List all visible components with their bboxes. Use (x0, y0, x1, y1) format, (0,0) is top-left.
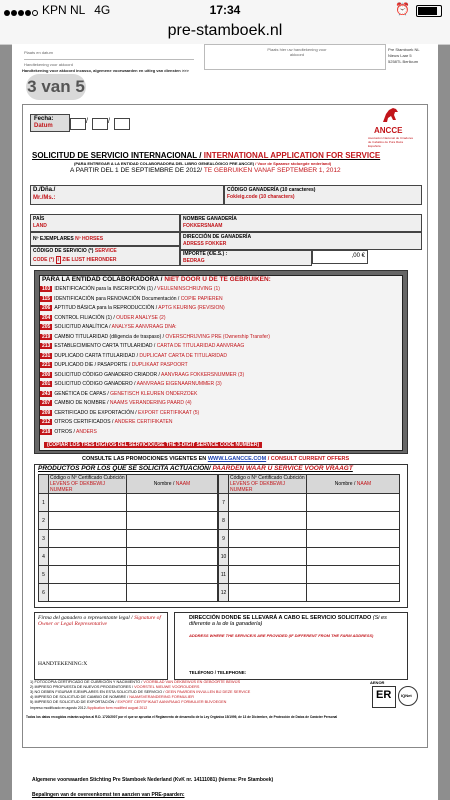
row-number: 6 (39, 584, 49, 602)
service-label-es: APTITUD BÁSICA para la REPRODUCCIÓN / (54, 305, 158, 311)
service-label-nl: NAAMS VERANDERING PAARD (4) (109, 400, 192, 406)
service-row (40, 324, 177, 330)
lgancce-link[interactable]: WWW.LGANCCE.COM (207, 456, 267, 462)
top-sign-box (204, 44, 386, 70)
consulte-nl: / CONSULT CURRENT OFFERS (267, 456, 350, 462)
info-icon: i (57, 257, 59, 263)
footnote-es: FOTOCOPIA CERTIFICADO DE CUBRICIÓN Y NACIMIENTO / (34, 680, 143, 684)
service-label: SERVICE (94, 248, 117, 254)
address-bar[interactable] (0, 20, 450, 45)
products-title-es: PRODUCTOS POR LOS QUE SE SOLICITA ACTUACIÓN/ (38, 465, 211, 472)
code-cell[interactable] (49, 548, 127, 566)
dir-sub: (Si es diferente a la de la ganadería) (189, 615, 387, 627)
bedrag-label: BEDRAG (183, 258, 205, 264)
impreso-nl: Application form modified august 2012 (87, 706, 148, 710)
fecha-month-field[interactable] (92, 118, 108, 130)
service-label-es: CAMBIO DE NOMBRE / (54, 400, 109, 406)
service-label-es: IDENTIFICACIÓN para RENOVACIÓN Documentación / (54, 295, 180, 302)
service-row (40, 334, 270, 340)
code-cell[interactable] (49, 584, 127, 602)
mr-label: Mr./Ms.: (33, 195, 56, 201)
footnote (30, 690, 250, 694)
importe-label: IMPORTE (€/E.S.) : (183, 251, 228, 257)
services-header-es: PARA LA ENTIDAD COLABORADORA / (42, 276, 163, 283)
top-notice: Handtekening voor akkoord incasso, algemene voorwaarden en uitleg van diensten >>> (22, 68, 189, 73)
name-cell[interactable] (307, 566, 400, 584)
footnote-num: 2) (30, 685, 34, 689)
date-nl: TE GEBRUIKEN VANAF SEPTEMBER 1, 2012 (203, 167, 341, 174)
iqnet-text: IQNet (401, 693, 412, 698)
horses-count-field[interactable] (30, 232, 180, 246)
service-code: 201 (42, 381, 51, 387)
services-header-nl: NIET DOOR U DE TE GEBRUIKEN: (164, 276, 271, 283)
service-code: 218 (42, 428, 51, 435)
service-code: 209 (42, 409, 51, 416)
document-page[interactable] (12, 44, 438, 800)
code-cell[interactable] (229, 512, 307, 530)
service-label-es: SOLICITUD CÓDIGO GANADERO / (54, 381, 136, 387)
firma-nl: Signature of Owner or Legal Representative (38, 615, 161, 627)
consult-offers-line (82, 456, 349, 462)
table-row (39, 548, 218, 566)
title-nl: INTERNATIONAL APPLICATION FOR SERVICE (203, 151, 381, 160)
footnote-num: 5) (30, 700, 34, 704)
products-table-left (38, 474, 218, 602)
ancce-horse-icon (380, 106, 402, 124)
service-code: 219 (42, 333, 51, 340)
service-code: 205 (42, 324, 51, 330)
row-number: 12 (219, 584, 229, 602)
top-address-1: Pre Stamboek NL (388, 47, 420, 52)
service-label-nl: DUPLICAAT CARTA DE TITULARIDAD (139, 352, 227, 359)
alarm-icon: ⏰ (395, 2, 410, 16)
service-label-nl: GENETISCH KLEUREN ONDERZOEK (110, 390, 198, 397)
ejemplares-label: Nº EJEMPLARES (33, 236, 74, 242)
service-label-nl: AANVRAAG EIGENAARNUMMER (3) (136, 381, 222, 387)
owner-code-field[interactable] (224, 185, 422, 205)
service-label-es: ESTABLECIMIENTO CARTA TITULARIDAD / (54, 343, 156, 349)
service-row (40, 296, 223, 302)
service-address-box[interactable] (174, 612, 408, 680)
name-cell[interactable] (127, 512, 218, 530)
impreso-es: Impreso modificado en agosto 2012 (30, 706, 86, 710)
code-cell[interactable] (229, 566, 307, 584)
table-row (219, 494, 400, 512)
table-row (219, 584, 400, 602)
service-label-nl: CARTA DE TITULARIDAD AANVRAAG (156, 343, 245, 349)
carrier-label: KPN NL 4G (42, 3, 111, 17)
er-text: ER (376, 689, 392, 701)
aenor-er-badge (372, 686, 396, 708)
top-place-date: Plaats en datum (24, 50, 53, 55)
subtitle-es: (PARA ENTREGAR A LA ENTIDAD COLABORADORA DEL LIBRO GENEALÓGICO PRE ANCCE) (74, 161, 255, 166)
service-code: 200 (42, 371, 51, 378)
top-line (24, 59, 194, 60)
service-label-nl: OUDER ANALYSE (2) (116, 314, 166, 321)
table-row (39, 584, 218, 602)
handtekening-label: HANDTEKENING:X (38, 661, 88, 667)
service-row (40, 419, 172, 425)
row-number: 5 (39, 566, 49, 584)
service-code-field[interactable] (30, 246, 180, 266)
ancce-logo-sub: Asociación Nacional de Criadores de Caballos de Pura Raza Española (368, 136, 414, 148)
service-code: 243 (42, 390, 51, 397)
code-cell[interactable] (49, 512, 127, 530)
copy-code-note: (COPIAR LOS TRES DÍGITOS DEL SERVICIO/USE THE 3-DIGIT SERVICE CODE NUMBER) (44, 442, 262, 448)
name-field[interactable] (30, 185, 224, 205)
service-label-nl: APTG KEURING (REVISION) (158, 305, 225, 311)
service-code: 207 (42, 400, 51, 406)
table-row (219, 566, 400, 584)
service-code: 213 (42, 343, 51, 349)
footnote-num: 1) (30, 680, 34, 684)
status-bar (0, 0, 450, 20)
top-address-2: Nieuw Laar 5 (388, 53, 412, 58)
form-subtitle (74, 161, 331, 166)
fecha-label: Fecha: (34, 116, 54, 122)
table-row (39, 530, 218, 548)
table-header-name: Nombre / NAAM (307, 475, 400, 494)
service-label-nl: AANVRAAG FOKKERSNUMMER (3) (161, 371, 245, 378)
service-label-es: DUPLICADO DIE / PASAPORTE / (54, 362, 131, 368)
date-slash: / (108, 118, 110, 125)
adress-label: ADRESS FOKKER (183, 241, 227, 247)
top-sign-box-label: Plaats hier uw handtekening voor akkoord (267, 47, 327, 57)
row-number: 7 (219, 494, 229, 512)
datum-label: Datum (34, 123, 53, 129)
page-count-badge: 3 van 5 (26, 74, 86, 100)
footnote-es: IMPRESO PROPUESTA DE NUEVOS PROGENITORES / (34, 685, 134, 689)
service-row (40, 410, 199, 416)
code-cell[interactable] (49, 494, 127, 512)
nombre-gan-label: NOMBRE GANADERÍA (183, 216, 237, 222)
legal-text: Todos los datos recogidos estarán sujetos al R.D. 1720/2007 por el que se aprueba el Reglamento de desarrollo de la Ley Orgánica 15/1999, de 13 de Diciembre, de Protección de Datos de Carácter Personal (26, 715, 338, 719)
code-cell[interactable] (49, 530, 127, 548)
breeder-address-field[interactable] (180, 232, 422, 250)
service-label-nl: OVERSCHRIJVING PRE (Ownership Transfer) (165, 333, 270, 340)
code-cell[interactable] (229, 584, 307, 602)
iqnet-badge (398, 686, 418, 706)
table-header-num-cell (39, 475, 49, 494)
service-label-nl: ANALYSE AANVRAAG DNA: (111, 324, 177, 330)
footnote-es: NO DEBEN FIGURAR EJEMPLARES EN ESTA SOLICITUD DE SERVICIO / (34, 690, 165, 694)
name-cell[interactable] (127, 566, 218, 584)
horses-label: Nº HORSES (75, 236, 104, 242)
clock: 17:34 (209, 3, 241, 17)
table-row (219, 530, 400, 548)
table-row (219, 548, 400, 566)
footnote-nl: NAAMSVERANDERING FORMULIER (129, 695, 194, 699)
url-text: pre-stamboek.nl (167, 22, 283, 39)
row-number: 10 (219, 548, 229, 566)
aenor-text: AENOR (370, 680, 385, 685)
zie-lijst-label: ZIE LIJST HIERONDER (62, 257, 117, 263)
dir-nl: ADDRESS WHERE THE SERVICE/S ARE PROVIDED (IF DIFFERENT FROM THE FARM ADDRESS) (189, 633, 374, 638)
service-label-es: OTROS CERTIFICADOS / (54, 419, 114, 425)
battery-icon (416, 5, 442, 17)
table-row (39, 494, 218, 512)
terms-line-1: Algemene voorwaarden Stichting Pre Stamboek Nederland (KvK nr. 14111081) (hierna: Pre Stamboek) (32, 777, 274, 783)
service-label-nl: DUPLIKAAT PASPOORT (131, 362, 188, 368)
service-code: 115 (42, 295, 51, 302)
service-row (40, 391, 197, 397)
service-label-es: SOLICITUD CÓDIGO GANADERO CRIADOR / (54, 371, 160, 378)
cod-servicio-label: CÓDIGO DE SERVICIO (*) (33, 248, 94, 254)
fokkersnaam-label: FOKKERSNAAM (183, 223, 223, 229)
name-cell[interactable] (127, 584, 218, 602)
breeder-name-field[interactable] (180, 214, 422, 232)
service-label-nl: VEULENINSCHRIJVING (1) (157, 286, 220, 292)
code-cell[interactable] (229, 494, 307, 512)
consulte-es: CONSULTE LAS PROMOCIONES VIGENTES EN (82, 456, 207, 462)
amount-label-box (180, 250, 312, 266)
service-code: 221 (42, 362, 51, 368)
impreso-line: Impreso modificado en agosto 2012 /Application form modified august 2012 (30, 706, 148, 710)
form-valid-date (70, 167, 341, 174)
top-sign-label: Handtekening voor akkoord (24, 62, 73, 67)
date-es: A PARTIR DEL 1 DE SEPTIEMBRE DE 2012/ (70, 167, 203, 174)
service-row (40, 362, 188, 368)
table-row (39, 566, 218, 584)
fecha-label-box (30, 114, 70, 132)
row-number: 11 (219, 566, 229, 584)
table-header-code: Código o Nº Certificado Cubrición LEVENS OF DEKBEWIJ NUMMER (230, 475, 305, 493)
footnote-nl: VOORBLAD VAN DEKBEWIJS EN GEBOORTE BEWIJS (143, 680, 241, 684)
amount-value: ,00 € (351, 253, 365, 259)
service-label-es: CONTROL FILIACIÓN (1) / (54, 314, 115, 321)
service-code: 103 (42, 286, 51, 292)
service-row (40, 343, 244, 349)
firma-es: Firma del ganadero o representante legal / (38, 615, 133, 621)
footnote-num: 4) (30, 695, 34, 699)
table-header-name: Nombre / NAAM (127, 475, 218, 494)
date-slash: / (86, 118, 88, 125)
code-cell[interactable] (229, 548, 307, 566)
row-number: 2 (39, 512, 49, 530)
service-label-es: SOLICITUD ANALÍTICA / (54, 324, 111, 330)
footnote-es: IMPRESO DE SOLICITUD DE CAMBIO DE NOMBRE / (34, 695, 129, 699)
code-label: CODE (*) (33, 257, 55, 263)
fecha-day-field[interactable] (70, 118, 86, 130)
row-number: 3 (39, 530, 49, 548)
ancce-logo-text: ANCCE (374, 126, 403, 135)
land-label: LAND (33, 223, 47, 229)
footnote-num: 3) (30, 690, 34, 694)
code-cell[interactable] (229, 530, 307, 548)
subtitle-nl: / Voor de Spaanse stoloegde nederland) (255, 161, 332, 166)
service-code: 212 (42, 419, 51, 425)
service-label-es: GENÉTICA DE CAPAS / (54, 390, 109, 397)
footnote-nl: VOORSTEL NIEUWE VOOROUDERS (134, 685, 200, 689)
service-label-es: CERTIFICADO DE EXPORTACIÓN / (54, 409, 137, 416)
name-cell[interactable] (307, 494, 400, 512)
service-label-es: CAMBIO TITULARIDAD (diligencia de traspaso) / (54, 333, 165, 340)
service-row (40, 305, 225, 311)
name-cell[interactable] (307, 512, 400, 530)
service-code: 204 (42, 314, 51, 321)
dna-label: D./Dña./ (33, 187, 56, 193)
service-row (40, 372, 244, 378)
amount-field[interactable] (312, 250, 368, 264)
footnote (30, 695, 194, 699)
table-row (219, 512, 400, 530)
service-label-nl: COPIE PAPIEREN (180, 295, 223, 302)
name-cell[interactable] (127, 548, 218, 566)
service-row (40, 286, 220, 292)
products-title (38, 465, 353, 472)
pais-label: PAÍS (33, 216, 45, 222)
form-title (32, 151, 380, 160)
footnote-nl: EXPORT CERTIFIKAAT AANVRAAG FORMULIER BIJVOEGEN (117, 700, 227, 704)
service-code: 231 (42, 352, 51, 359)
table-row (39, 512, 218, 530)
services-header (42, 276, 271, 283)
telefono-label: TELÉFONO / TELEPHONE: (189, 670, 247, 675)
service-label-nl: EXPORT CERTIFIKAAT (5) (137, 409, 200, 416)
service-code: 206 (42, 305, 51, 311)
dir-title: DIRECCIÓN DONDE SE LLEVARÁ A CABO EL SERVICIO SOLICITADO (189, 615, 372, 621)
products-table-right (218, 474, 400, 602)
direccion-label: DIRECCIÓN DE GANADERÍA (183, 234, 252, 240)
name-cell[interactable] (307, 584, 400, 602)
name-cell[interactable] (127, 494, 218, 512)
name-cell[interactable] (127, 530, 218, 548)
country-field[interactable] (30, 214, 180, 232)
footnote (30, 700, 226, 704)
name-cell[interactable] (307, 548, 400, 566)
cod-gan-label: CÓDIGO GANADERÍA (10 caracteres) (227, 187, 316, 193)
fok-code-label: Fok/eig.code (10 characters) (227, 194, 295, 200)
service-row (40, 315, 166, 321)
footnote (30, 680, 240, 684)
service-label-es: IDENTIFICACIÓN para la INSCRIPCIÓN (1) / (54, 286, 156, 292)
top-address-3: 5258TL Berlicum (388, 59, 419, 64)
footnote-nl: GEEN PAARDEN INVULLEN BIJ DEZE SERVICE (165, 690, 251, 694)
row-number: 1 (39, 494, 49, 512)
footnote-es: IMPRESO DE SOLICITUD DE EXPORTACIÓN / (34, 700, 117, 704)
terms-line-2: Bepalingen van de overeenkomst ten aanzien van PRE-paarden: (32, 792, 185, 798)
table-header-num-cell (219, 475, 229, 494)
service-row (40, 429, 97, 435)
service-label-nl: ANDERE CERTIFIKATEN (114, 419, 173, 425)
code-cell[interactable] (49, 566, 127, 584)
service-row (40, 381, 222, 387)
title-es: SOLICITUD DE SERVICIO INTERNACIONAL / (32, 151, 202, 160)
service-label-es: OTROS / (54, 428, 75, 435)
name-cell[interactable] (307, 530, 400, 548)
row-number: 4 (39, 548, 49, 566)
fecha-year-field[interactable] (114, 118, 130, 130)
service-row (40, 400, 192, 406)
row-number: 8 (219, 512, 229, 530)
table-header-code: Código o Nº Certificado Cubrición LEVENS OF DEKBEWIJ NUMMER (50, 475, 125, 493)
products-title-nl: PAARDEN WAAR U SERVICE VOOR VRAAGT (212, 465, 353, 472)
row-number: 9 (219, 530, 229, 548)
signature-box[interactable] (34, 612, 168, 680)
service-label-nl: ANDERS (76, 428, 97, 435)
footnote (30, 685, 199, 689)
service-label-es: DUPLICADO CARTA TITULARIDAD / (54, 352, 138, 359)
service-row (40, 353, 227, 359)
